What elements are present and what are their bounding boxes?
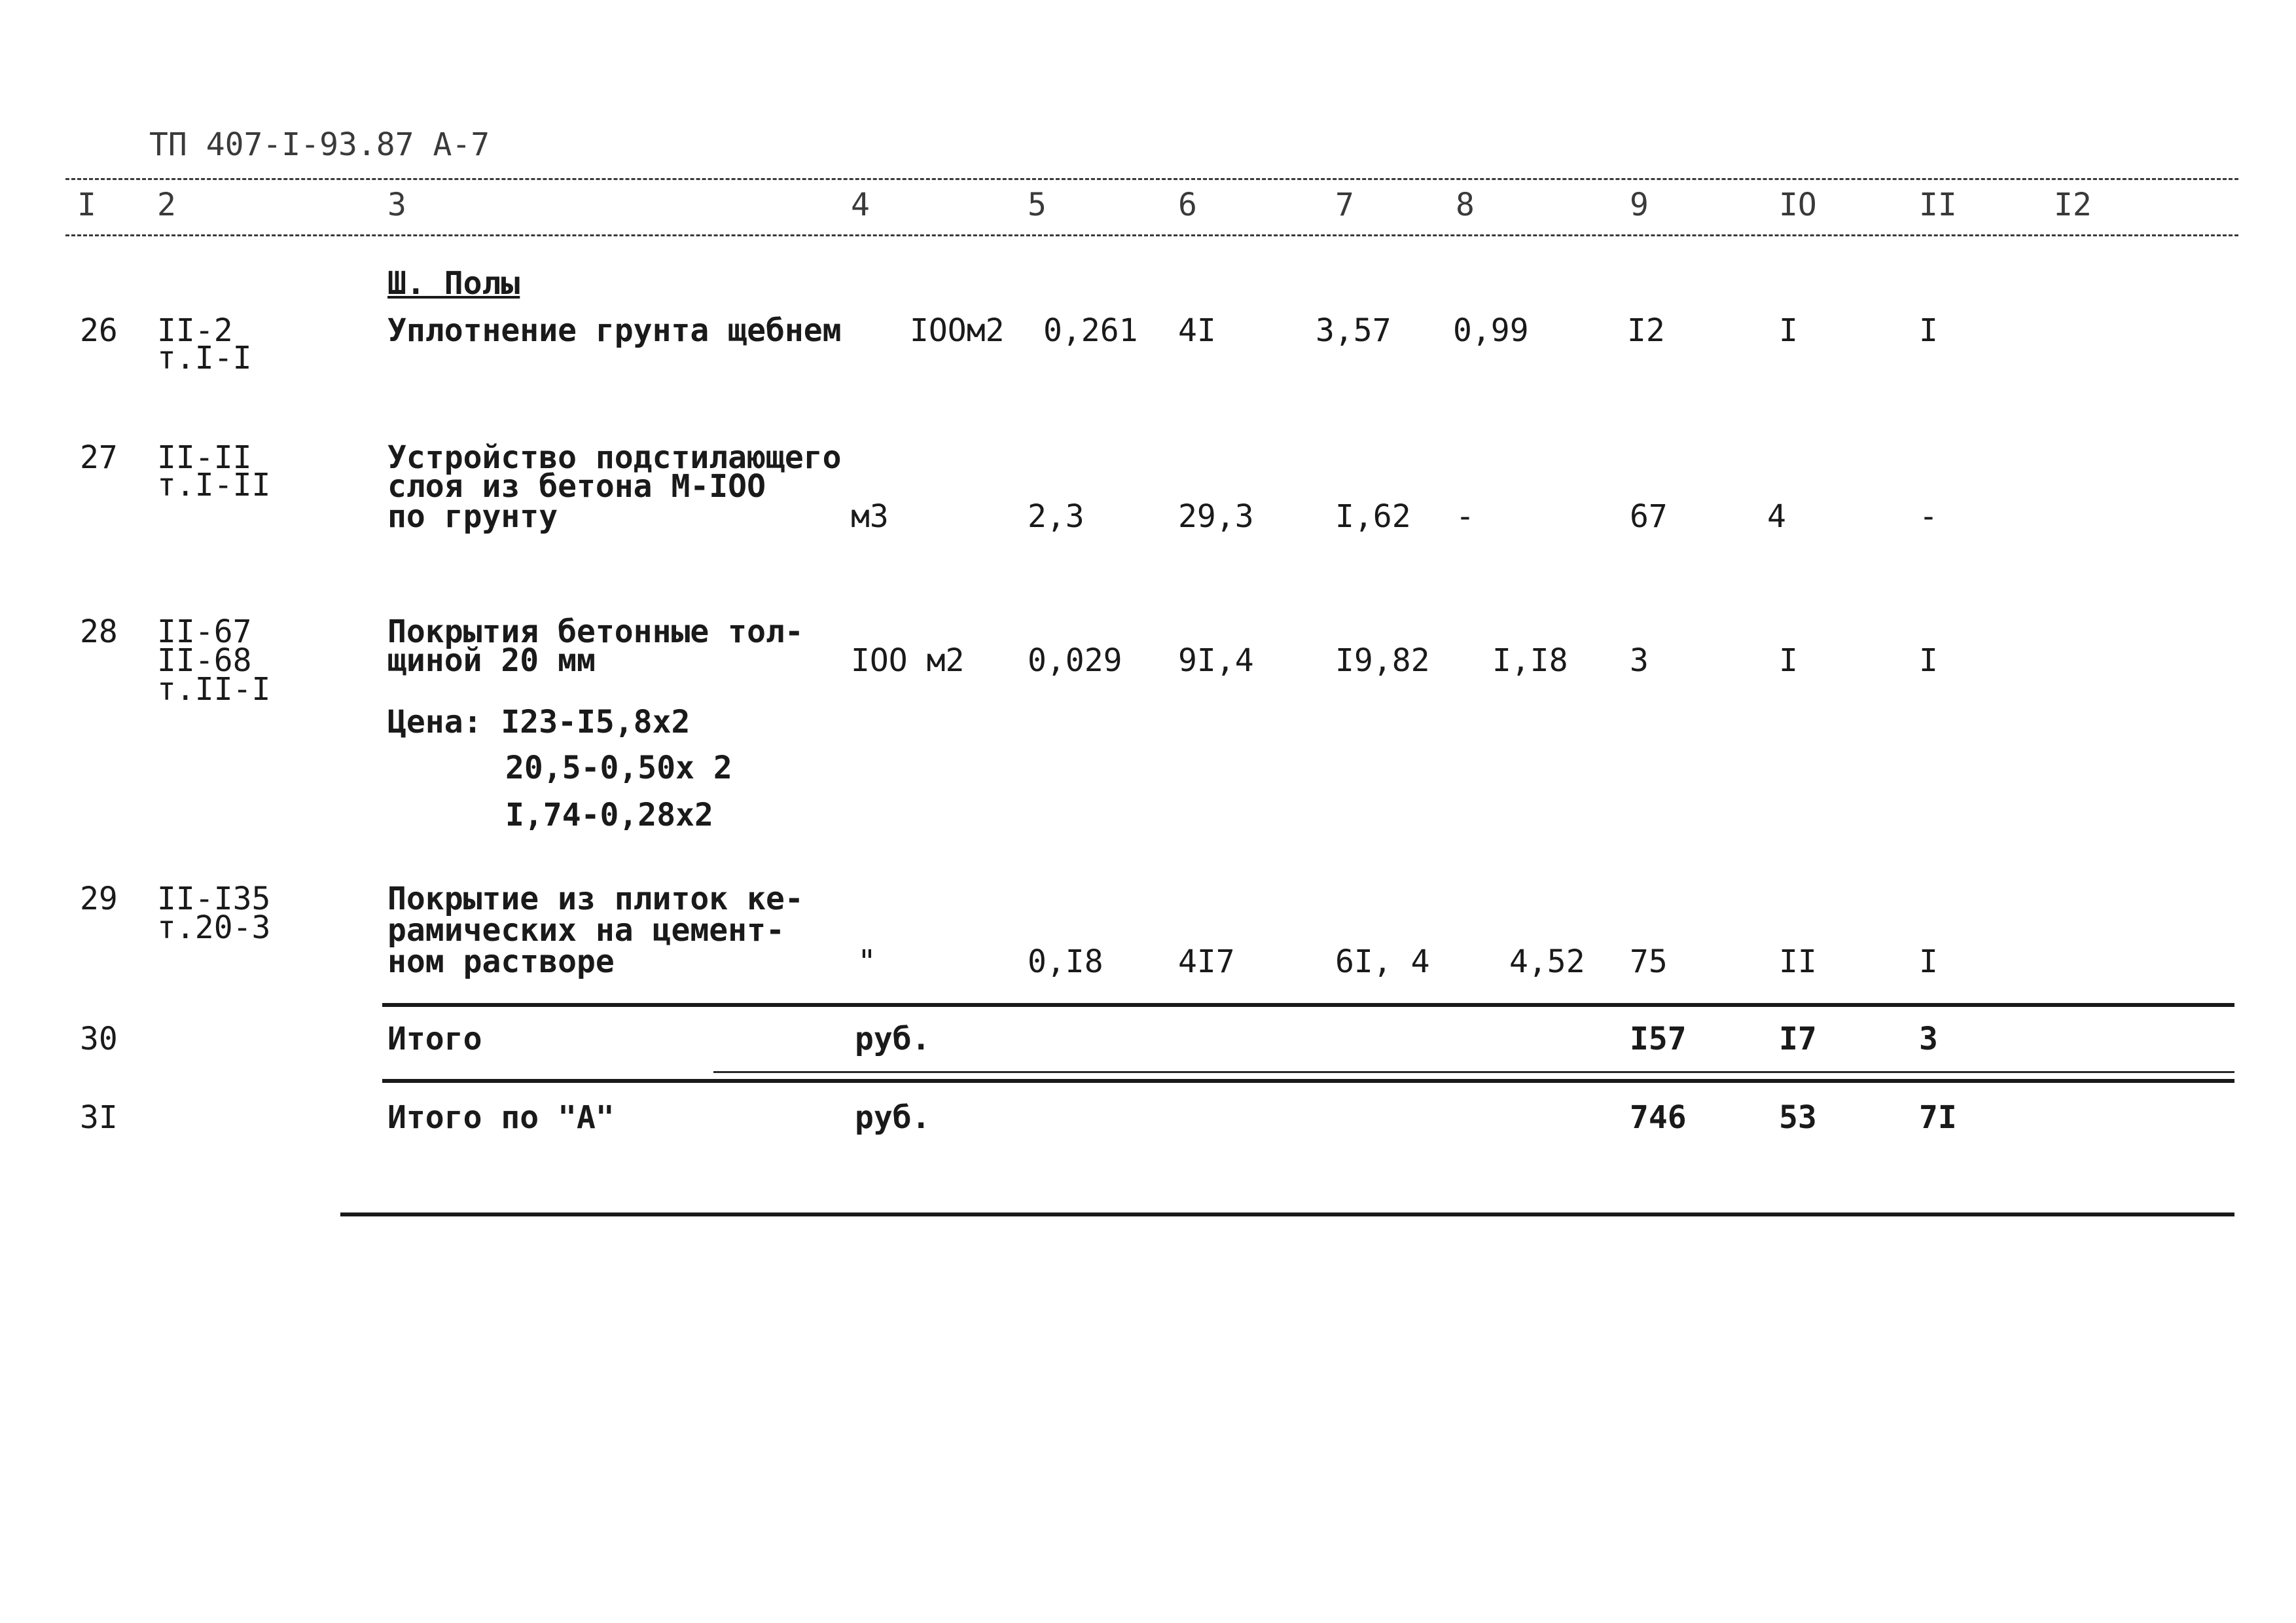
row-ref-line: II-II <box>157 439 252 476</box>
row-unit: " <box>857 943 876 980</box>
section-title <box>387 267 520 300</box>
total-label: Итого <box>387 1021 482 1057</box>
row-description-line: ном растворе <box>387 943 615 980</box>
row-description-line: Покрытия бетонные тол- <box>387 613 804 650</box>
row-col11: - <box>1919 498 1938 535</box>
row-col10: II <box>1779 943 1817 980</box>
col-header-3: 3 <box>387 187 406 223</box>
doc-code: ТП 407-I-93.87 А-7 <box>149 126 490 163</box>
col-header-2: 2 <box>157 187 176 223</box>
row-col10: I <box>1779 312 1798 349</box>
header-rule-bottom <box>65 234 2238 236</box>
total-rule <box>382 1079 2234 1083</box>
total-rule <box>382 1003 2234 1007</box>
row-col10: I <box>1779 642 1798 679</box>
row-number: 26 <box>80 312 118 349</box>
row-ref-line: II-2 <box>157 312 233 349</box>
total-col9: 746 <box>1630 1099 1687 1136</box>
row-col7: I9,82 <box>1335 642 1430 679</box>
row-description-line: рамических на цемент- <box>387 912 785 949</box>
row-col6: 4I7 <box>1178 943 1235 980</box>
col-header-9: 9 <box>1630 187 1649 223</box>
row-col5: 2,3 <box>1028 498 1085 535</box>
section-title-text: Ш. Полы <box>387 265 520 302</box>
row-col5: 0,261 <box>1043 312 1138 349</box>
total-col10: I7 <box>1779 1021 1817 1057</box>
row-description-line: по грунту <box>387 498 558 535</box>
row-col7: 3,57 <box>1316 312 1391 349</box>
col-header-12: I2 <box>2054 187 2092 223</box>
row-ref-line: II-67 <box>157 613 252 650</box>
col-header-8: 8 <box>1456 187 1475 223</box>
row-number: 27 <box>80 439 118 476</box>
total-rule <box>713 1071 2234 1073</box>
row-ref-line: II-I35 <box>157 881 271 917</box>
col-header-1: I <box>77 187 96 223</box>
price-line: 20,5-0,50x 2 <box>505 750 732 786</box>
row-col8: - <box>1456 498 1475 535</box>
row-ref-line: т.II-I <box>157 671 271 708</box>
row-col10: 4 <box>1767 498 1786 535</box>
row-description-line: Покрытие из плиток ке- <box>387 881 804 917</box>
row-col8: 0,99 <box>1453 312 1529 349</box>
total-col9: I57 <box>1630 1021 1687 1057</box>
col-header-5: 5 <box>1028 187 1047 223</box>
total-col11: 3 <box>1919 1021 1938 1057</box>
row-unit: м3 <box>851 498 889 535</box>
row-col6: 29,3 <box>1178 498 1254 535</box>
row-number: 28 <box>80 613 118 650</box>
price-line: I,74-0,28x2 <box>505 797 713 833</box>
row-ref-line: II-68 <box>157 642 252 679</box>
row-col5: 0,I8 <box>1028 943 1103 980</box>
total-col10: 53 <box>1779 1099 1817 1136</box>
row-col11: I <box>1919 312 1938 349</box>
header-rule-top <box>65 178 2238 180</box>
total-unit: руб. <box>855 1021 931 1057</box>
row-ref-line: т.20-3 <box>157 909 271 946</box>
row-col9: I2 <box>1627 312 1665 349</box>
row-col6: 9I,4 <box>1178 642 1254 679</box>
row-description-line: щиной 20 мм <box>387 642 596 679</box>
row-number: 29 <box>80 881 118 917</box>
bottom-rule <box>340 1213 2234 1216</box>
row-col8: I,I8 <box>1492 642 1568 679</box>
row-number: 3I <box>80 1099 118 1136</box>
col-header-10: IO <box>1779 187 1817 223</box>
row-description-line: Устройство подстилающего <box>387 439 842 476</box>
total-label: Итого по "А" <box>387 1099 615 1136</box>
row-col6: 4I <box>1178 312 1216 349</box>
row-col11: I <box>1919 943 1938 980</box>
row-col9: 3 <box>1630 642 1649 679</box>
row-number: 30 <box>80 1021 118 1057</box>
col-header-11: II <box>1919 187 1957 223</box>
row-col9: 67 <box>1630 498 1668 535</box>
total-col11: 7I <box>1919 1099 1957 1136</box>
row-col7: I,62 <box>1335 498 1411 535</box>
col-header-7: 7 <box>1335 187 1354 223</box>
row-col5: 0,029 <box>1028 642 1122 679</box>
row-unit: IOO м2 <box>851 642 965 679</box>
col-header-6: 6 <box>1178 187 1197 223</box>
row-ref-line: т.I-I <box>157 340 252 376</box>
row-unit: IOOм2 <box>910 312 1005 349</box>
total-unit: руб. <box>855 1099 931 1136</box>
row-col7: 6I, 4 <box>1335 943 1430 980</box>
price-line: Цена: I23-I5,8x2 <box>387 704 691 740</box>
row-col11: I <box>1919 642 1938 679</box>
row-col8: 4,52 <box>1509 943 1585 980</box>
row-description-line: Уплотнение грунта щебнем <box>387 312 842 349</box>
row-description-line: слоя из бетона М-IOO <box>387 468 766 505</box>
row-col9: 75 <box>1630 943 1668 980</box>
col-header-4: 4 <box>851 187 870 223</box>
row-ref-line: т.I-II <box>157 467 271 503</box>
